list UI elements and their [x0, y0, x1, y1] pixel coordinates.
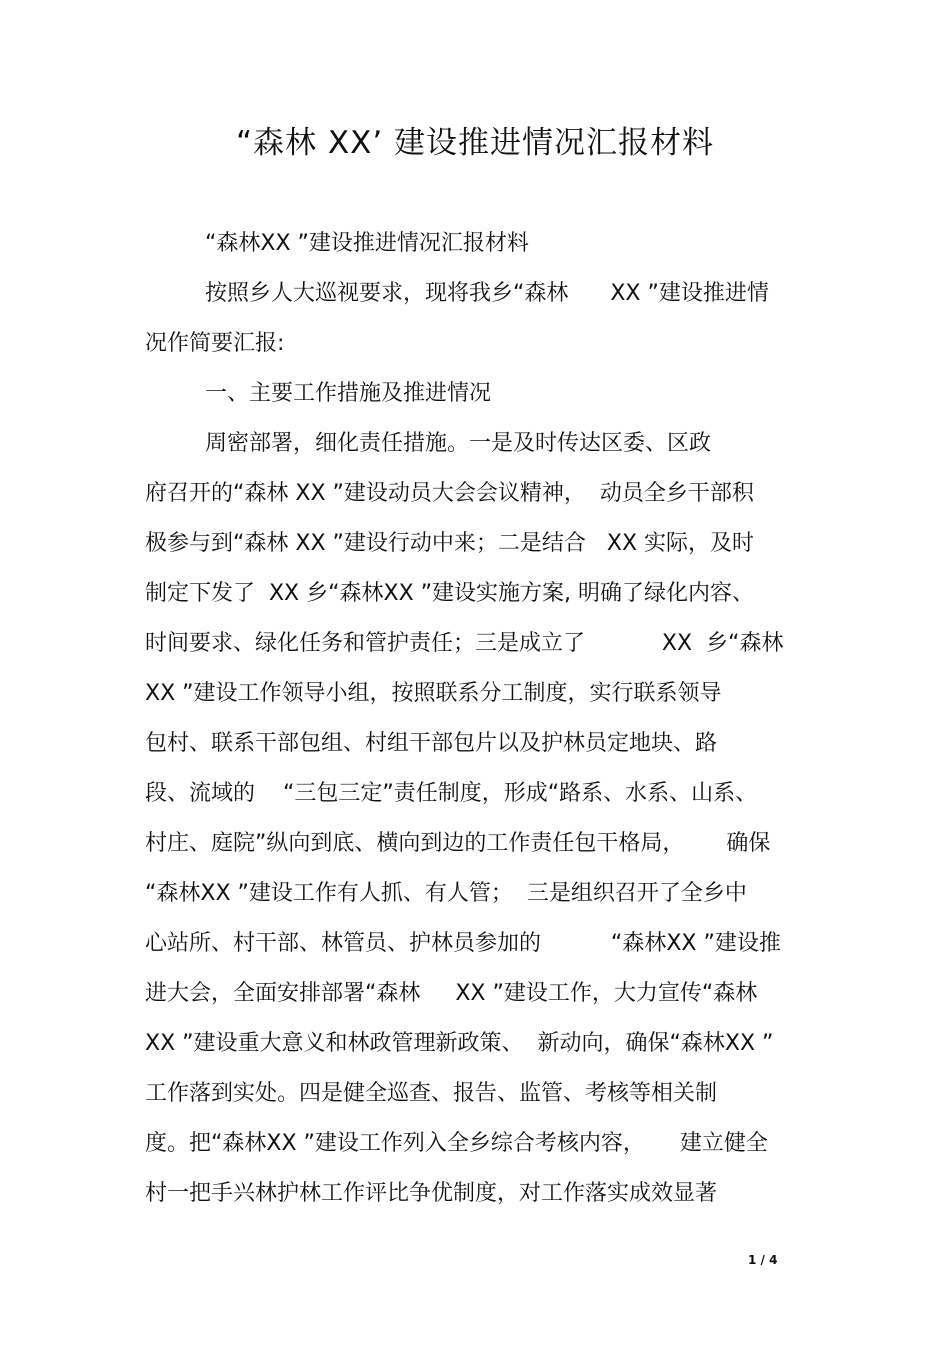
section-heading: 一、主要工作措施及推进情况	[205, 381, 492, 406]
paragraph-line: 村一把手兴林护林工作评比争优制度，对工作落实成效显著	[145, 1181, 718, 1206]
paragraph-line: 时间要求、绿化任务和管护责任；三是成立了 XX 乡“森林	[145, 631, 784, 656]
paragraph-line: 况作简要汇报:	[145, 331, 285, 356]
paragraph-line: 心站所、村干部、林管员、护林员参加的 “森林XX ”建设推	[145, 931, 781, 956]
paragraph-line: 段、流域的 “三包三定”责任制度，形成“路系、水系、山系、	[145, 781, 758, 806]
paragraph-line: 包村、联系干部包组、村组干部包片以及护林员定地块、路	[145, 731, 718, 756]
document-title: “森林 XX’ 建设推进情况汇报材料	[235, 125, 715, 161]
paragraph-line: XX ”建设工作领导小组，按照联系分工制度，实行联系领导	[145, 681, 722, 706]
paragraph-line: 进大会，全面安排部署“森林 XX ”建设工作，大力宣传“森林	[145, 981, 758, 1006]
paragraph-line: “森林XX ”建设工作有人抓、有人管； 三是组织召开了全乡中	[145, 881, 747, 906]
subtitle-line: “森林XX ”建设推进情况汇报材料	[205, 231, 529, 256]
paragraph-line: 府召开的“森林 XX ”建设动员大会会议精神， 动员全乡干部积	[145, 481, 754, 506]
paragraph-line: 极参与到“森林 XX ”建设行动中来；二是结合 XX 实际，及时	[145, 531, 755, 556]
paragraph-line: 按照乡人大巡视要求，现将我乡“森林 XX ”建设推进情	[205, 281, 769, 306]
page-number: 1 / 4	[748, 1253, 778, 1267]
paragraph-line: 制定下发了 XX 乡“森林XX ”建设实施方案, 明确了绿化内容、	[145, 581, 755, 606]
paragraph-line: 周密部署，细化责任措施。一是及时传达区委、区政	[205, 431, 712, 456]
paragraph-line: XX ”建设重大意义和林政管理新政策、 新动向，确保“森林XX ”	[145, 1031, 774, 1056]
paragraph-line: 工作落到实处。四是健全巡查、报告、监管、考核等相关制	[145, 1081, 718, 1106]
paragraph-line: 村庄、庭院”纵向到底、横向到边的工作责任包干格局， 确保	[145, 831, 771, 856]
paragraph-line: 度。把“森林XX ”建设工作列入全乡综合考核内容， 建立健全	[145, 1131, 768, 1156]
